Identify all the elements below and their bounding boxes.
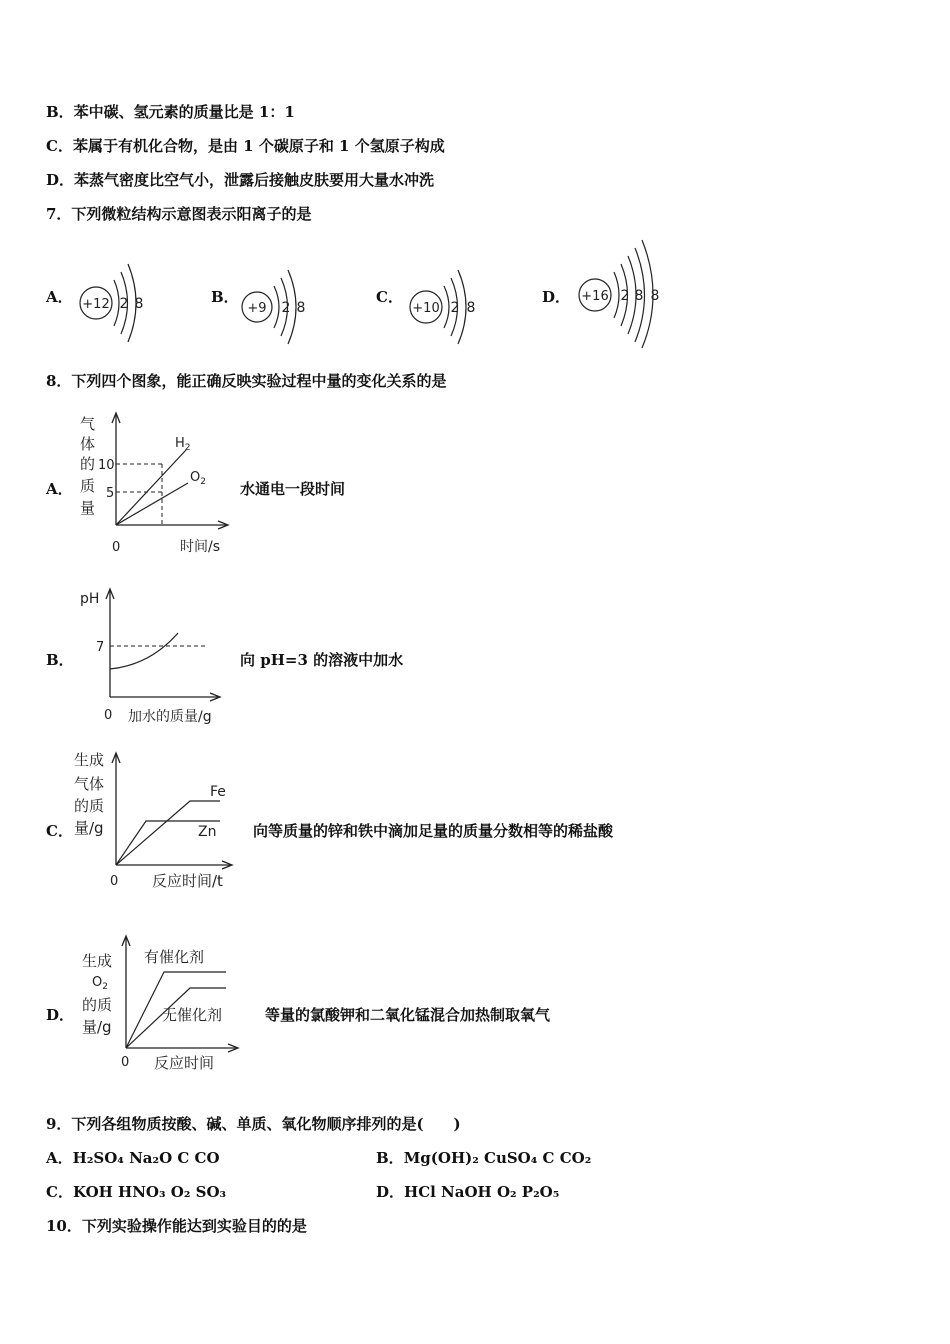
shell-electrons-1: 2 xyxy=(281,300,291,316)
x-axis-label: 反应时间 xyxy=(154,1054,215,1072)
q8-label-d: D． xyxy=(46,1006,75,1024)
atom-diagram-d xyxy=(577,238,677,348)
line-h2 xyxy=(116,450,186,525)
shell-electrons-1: 2 xyxy=(620,288,630,304)
series-label-zn: Zn xyxy=(198,824,217,840)
q8-caption-a: 水通电一段时间 xyxy=(240,480,346,498)
q8-label-b: B． xyxy=(46,651,74,669)
atom-diagram-c xyxy=(408,262,488,352)
shell-electrons-2: 8 xyxy=(134,296,144,312)
shell-electrons-2: 8 xyxy=(466,300,476,316)
ylabel-char-1: 气 xyxy=(80,415,96,433)
q7-label-a: A． xyxy=(46,288,73,306)
shell-electrons-2: 8 xyxy=(634,288,644,304)
shell-electrons-1: 2 xyxy=(119,296,129,312)
q8-stem: 8．下列四个图象，能正确反映实验过程中量的变化关系的是 xyxy=(46,372,447,390)
ylabel-line-3: 的质 xyxy=(74,797,105,815)
shell-electrons-3: 8 xyxy=(650,288,660,304)
x-axis-label: 加水的质量/g xyxy=(128,709,212,725)
nucleus-charge: +10 xyxy=(412,301,440,316)
origin-label: 0 xyxy=(104,708,113,723)
q8-caption-c: 向等质量的锌和铁中滴加足量的质量分数相等的稀盐酸 xyxy=(253,822,614,840)
ylabel-char-4: 质 xyxy=(80,477,96,495)
ylabel-line-2: $O_2$ xyxy=(92,975,108,992)
tick-label-10: 10 xyxy=(98,458,115,473)
q8-label-c: C． xyxy=(46,822,73,840)
line-o2 xyxy=(116,483,188,525)
q8-caption-d: 等量的氯酸钾和二氧化锰混合加热制取氧气 xyxy=(265,1006,551,1024)
q6-option-b: B．苯中碳、氢元素的质量比是 1：1 xyxy=(46,103,295,121)
ylabel-line-4: 量/g xyxy=(74,819,104,837)
ylabel-line-4: 量/g xyxy=(82,1018,112,1036)
shell-arc-1 xyxy=(614,272,619,318)
series-label-without-catalyst: 无催化剂 xyxy=(162,1006,223,1024)
q6-option-c: C．苯属于有机化合物，是由 1 个碳原子和 1 个氢原子构成 xyxy=(46,137,445,155)
q7-label-c: C． xyxy=(376,288,403,306)
q10-stem: 10．下列实验操作能达到实验目的的是 xyxy=(46,1217,307,1235)
ylabel-line-2: 气体 xyxy=(74,775,105,793)
shell-arc-1 xyxy=(274,286,279,328)
series-label-with-catalyst: 有催化剂 xyxy=(144,948,205,966)
ylabel-char-2: 体 xyxy=(80,435,96,453)
origin-label: 0 xyxy=(121,1055,130,1070)
q6-option-d: D．苯蒸气密度比空气小，泄露后接触皮肤要用大量水冲洗 xyxy=(46,171,435,189)
atom-diagram-b xyxy=(240,262,320,352)
y-axis-label: pH xyxy=(80,591,100,607)
q9-option-b: B．Mg(OH)₂ CuSO₄ C CO₂ xyxy=(376,1149,592,1167)
graph-b xyxy=(70,585,250,730)
nucleus-charge: +9 xyxy=(247,301,267,316)
shell-arc-1 xyxy=(114,280,119,326)
tick-label-5: 5 xyxy=(106,486,115,501)
origin-label: 0 xyxy=(110,874,119,889)
x-axis-label: 反应时间/t xyxy=(152,872,223,890)
series-label-h2: $H_2$ xyxy=(175,436,191,453)
series-label-o2: $O_2$ xyxy=(190,470,206,487)
shell-electrons-1: 2 xyxy=(450,300,460,316)
ph-curve xyxy=(110,633,178,669)
shell-electrons-2: 8 xyxy=(296,300,306,316)
graph-a xyxy=(70,405,250,560)
nucleus-charge: +16 xyxy=(581,289,609,304)
q8-label-a: A． xyxy=(46,480,73,498)
ylabel-line-1: 生成 xyxy=(74,751,105,769)
tick-label-7: 7 xyxy=(96,640,105,655)
q8-caption-b: 向 pH=3 的溶液中加水 xyxy=(240,651,404,669)
q7-label-d: D． xyxy=(542,288,571,306)
atom-diagram-a xyxy=(76,258,156,348)
ylabel-char-5: 量 xyxy=(80,499,96,517)
q9-stem: 9．下列各组物质按酸、碱、单质、氧化物顺序排列的是( ) xyxy=(46,1115,461,1133)
q9-option-c: C．KOH HNO₃ O₂ SO₃ xyxy=(46,1183,227,1201)
ylabel-line-3: 的质 xyxy=(82,996,113,1014)
x-axis-label: 时间/s xyxy=(180,539,221,555)
q7-stem: 7．下列微粒结构示意图表示阳离子的是 xyxy=(46,205,312,223)
ylabel-char-3: 的 xyxy=(80,455,96,473)
series-label-fe: Fe xyxy=(210,784,226,800)
shell-arc-1 xyxy=(444,286,449,328)
q7-label-b: B． xyxy=(211,288,239,306)
graph-c xyxy=(70,745,250,895)
q9-option-d: D．HCl NaOH O₂ P₂O₅ xyxy=(376,1183,560,1201)
ylabel-line-1: 生成 xyxy=(82,952,113,970)
graph-d xyxy=(70,932,250,1077)
origin-label: 0 xyxy=(112,540,121,555)
q9-option-a: A．H₂SO₄ Na₂O C CO xyxy=(46,1149,220,1167)
nucleus-charge: +12 xyxy=(82,297,110,312)
